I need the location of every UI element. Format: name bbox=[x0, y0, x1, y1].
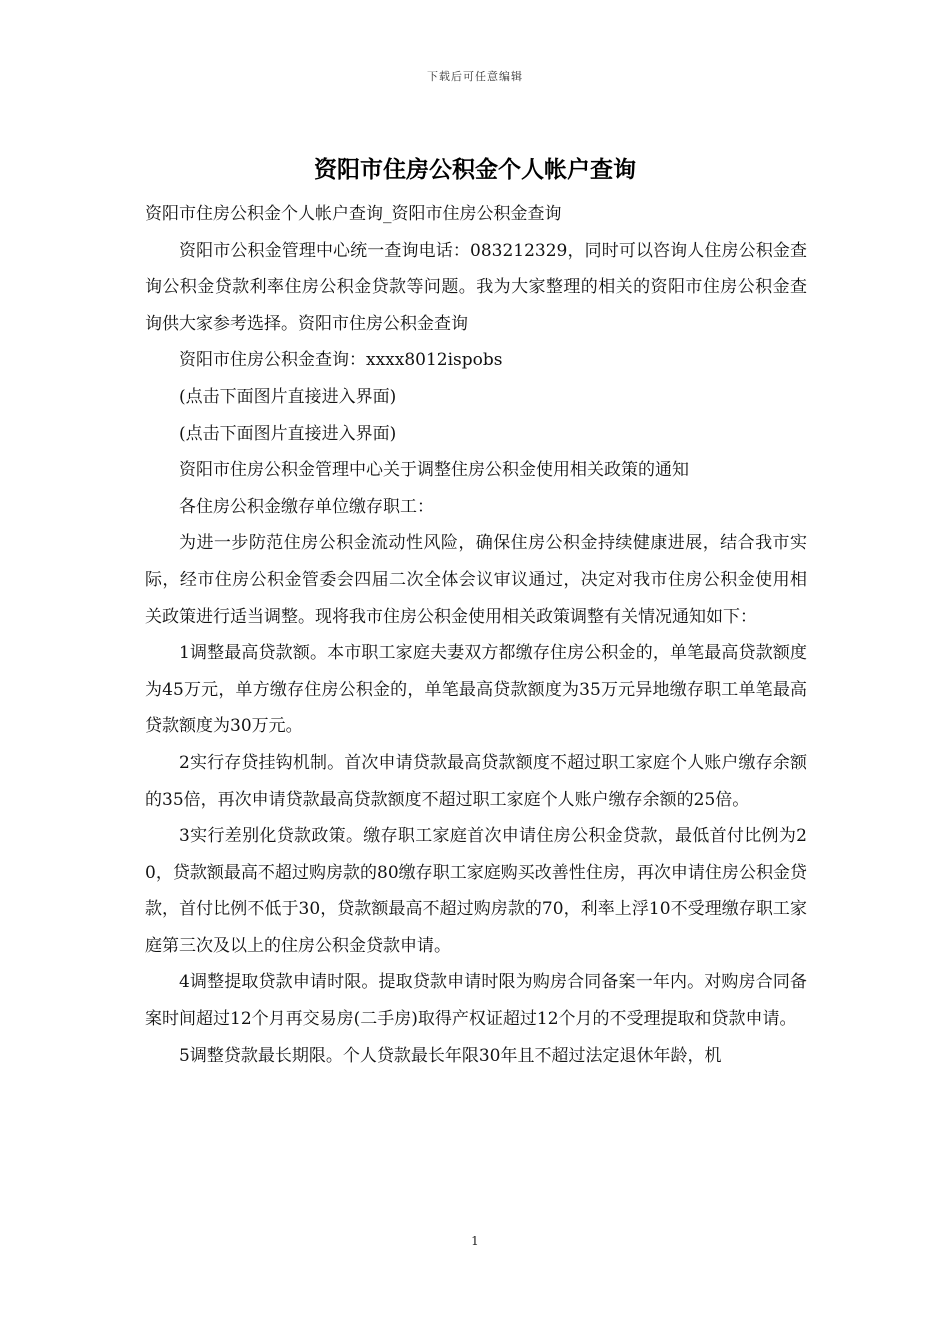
page-header: 下载后可任意编辑 bbox=[427, 70, 523, 83]
body-paragraph: 3实行差别化贷款政策。缴存职工家庭首次申请住房公积金贷款，最低首付比例为20，贷款额最高不超过购房款的80缴存职工家庭购买改善性住房，再次申请住房公积金贷款，首付比例不低于30，贷款额最高不超过购房款的70，利率上浮10不受理缴存职工家庭第三次及以上的住房公积金贷款申请。 bbox=[145, 826, 807, 956]
document-body bbox=[145, 196, 807, 1074]
body-paragraph: 2实行存贷挂钩机制。首次申请贷款最高贷款额度不超过职工家庭个人账户缴存余额的35倍，再次申请贷款最高贷款额度不超过职工家庭个人账户缴存余额的25倍。 bbox=[145, 752, 807, 810]
body-paragraph: 5调整贷款最长期限。个人贷款最长年限30年且不超过法定退休年龄，机 bbox=[179, 1045, 722, 1066]
subtitle-paragraph: 资阳市住房公积金个人帐户查询_资阳市住房公积金查询 bbox=[145, 204, 562, 224]
body-paragraph: 资阳市住房公积金查询：xxxx8012ispobs bbox=[179, 350, 503, 371]
body-paragraph: 资阳市住房公积金管理中心关于调整住房公积金使用相关政策的通知 bbox=[179, 460, 689, 481]
body-paragraph: 各住房公积金缴存单位缴存职工： bbox=[179, 496, 434, 517]
document-title: 资阳市住房公积金个人帐户查询 bbox=[314, 156, 636, 183]
body-paragraph: 1调整最高贷款额。本市职工家庭夫妻双方都缴存住房公积金的，单笔最高贷款额度为45万元，单方缴存住房公积金的，单笔最高贷款额度为35万元异地缴存职工单笔最高贷款额度为30万元。 bbox=[145, 643, 807, 737]
body-paragraph: (点击下面图片直接进入界面) bbox=[179, 423, 397, 444]
body-paragraph: 4调整提取贷款申请时限。提取贷款申请时限为购房合同备案一年内。对购房合同备案时间超过12个月再交易房(二手房)取得产权证超过12个月的不受理提取和贷款申请。 bbox=[145, 972, 807, 1030]
body-paragraph: (点击下面图片直接进入界面) bbox=[179, 386, 397, 407]
page-number: 1 bbox=[471, 1234, 479, 1248]
body-paragraph: 资阳市公积金管理中心统一查询电话：083212329，同时可以咨询人住房公积金查询公积金贷款利率住房公积金贷款等问题。我为大家整理的相关的资阳市住房公积金查询供大家参考选择。资阳市住房公积金查询 bbox=[145, 240, 807, 334]
body-paragraph: 为进一步防范住房公积金流动性风险，确保住房公积金持续健康进展，结合我市实际，经市住房公积金管委会四届二次全体会议审议通过，决定对我市住房公积金使用相关政策进行适当调整。现将我市住房公积金使用相关政策调整有关情况通知如下： bbox=[145, 533, 807, 627]
